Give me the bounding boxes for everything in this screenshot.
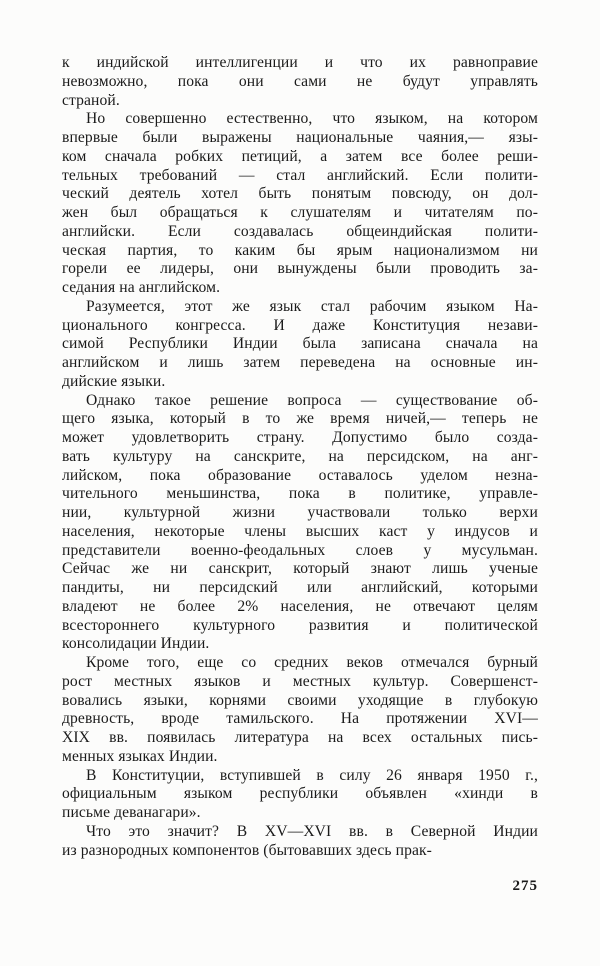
text-line: населения, некоторые члены высших каст у индусов и [62,522,538,540]
text-line: Кроме того, еще со средних веков отмечался бурный [86,654,538,671]
paragraph [62,392,538,655]
text-line: жен был обращаться к слушателям и читателям по- [62,204,538,221]
text-line: владеют не более 2% населения, не отвечают целям [62,597,538,615]
text-line: древность, вроде тамильского. На протяжении XVI— [62,710,538,728]
text-line: нии, культурной жизни участвовали только верхи [62,504,538,521]
text-line: пандиты, ни персидский или английский, которыми [62,579,538,596]
text-line: горели ее лидеры, они вынуждены были проводить за- [62,260,538,278]
text-line: лийском, пока образование оставалось уделом незна- [62,466,538,484]
text-line: всестороннего культурного развития и политической [62,616,538,634]
text-line: может удовлетворить страну. Допустимо было созда- [62,429,538,446]
text-line: вать культуру на санскрите, на персидском, на анг- [62,447,538,465]
text-line: страной. [62,91,120,109]
text-line: тельных требований — стал английский. Если полити- [62,166,538,184]
text-line: ческая партия, то каким бы ярым национализмом ни [62,241,538,259]
text-line: симой Республики Индии была записана сначала на [62,335,538,353]
text-line: Разумеется, этот же язык стал рабочим языком На- [86,297,538,315]
paragraph [62,54,538,110]
text-line: вовались языки, корнями своими уходящие в глубокую [62,691,538,709]
text-line: седания на английском. [62,279,221,296]
text-line: XIX вв. появилась литература на всех остальных пись- [62,729,538,746]
paragraph [62,298,538,392]
text-line: невозможно, пока они сами не будут управлять [62,72,538,90]
text-line: из разнородных компонентов (бытовавших здесь прак- [62,841,432,859]
text-line: Но совершенно естественно, что языком, на котором [86,110,538,128]
text-line: впервые были выражены национальные чаяния,— язы- [62,129,538,146]
text-line: чительного меньшинства, пока в политике, управле- [62,485,538,503]
text-line: менных языках Индии. [62,747,218,765]
text-line: Однако такое решение вопроса — существование об- [86,391,538,409]
text-line: ческий деятель хотел быть понятым повсюду, он дол- [62,185,538,203]
text-line: щего языка, который в то же время ничей,— теперь не [62,410,538,428]
page-number: 275 [512,878,538,894]
text-line: В Конституции, вступившей в силу 26 января 1950 г., [86,766,538,784]
text-line: ком сначала робких петиций, а затем все более реши- [62,147,538,165]
text-line: ционального конгресса. И даже Конституция незави- [62,316,538,334]
paragraph [62,767,538,823]
text-line: английски. Если создавалась общеиндийская полити- [62,222,538,240]
text-line: к индийской интеллигенции и что их равноправие [62,54,538,71]
paragraph [62,823,538,861]
text-line: Что это значит? В XV—XVI вв. в Северной Индии [86,822,538,840]
paragraph [62,654,538,767]
paragraph [62,110,538,298]
text-line: дийские языки. [62,372,166,390]
text-line: английском и лишь затем переведена на основные ин- [62,354,538,371]
text-line: рост местных языков и местных культур. Совершенст- [62,672,538,690]
text-line: письме деванагари». [62,804,201,821]
text-line: представители военно-феодальных слоев у мусульман. [62,541,538,559]
text-line: Сейчас же ни санскрит, который знают лишь ученые [62,560,538,578]
body-text [62,54,538,860]
text-line: официальным языком республики объявлен «хинди в [62,785,538,803]
text-line: консолидации Индии. [62,635,210,653]
